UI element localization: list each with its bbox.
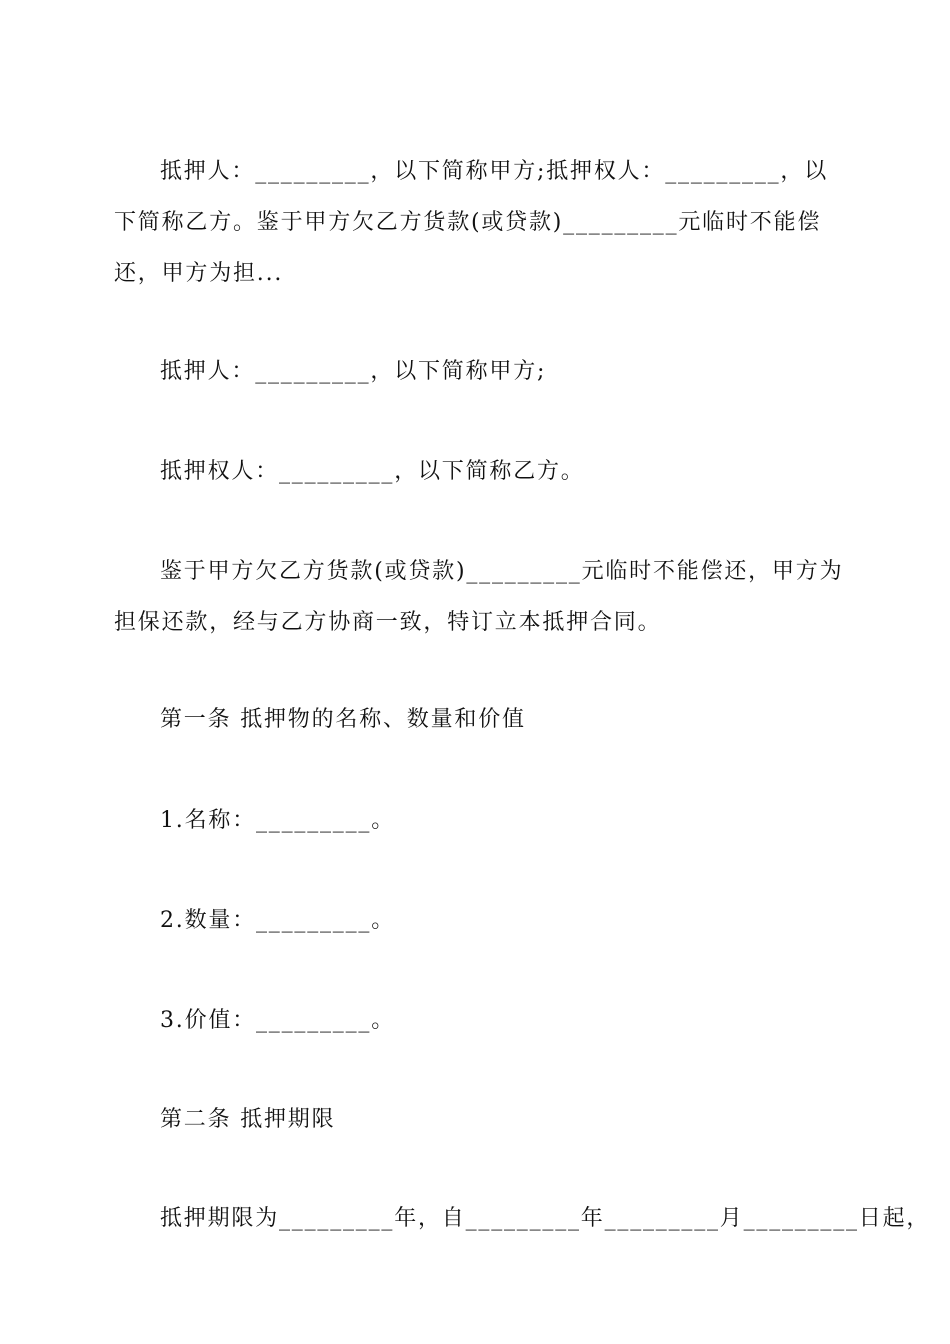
intro-paragraph: 抵押人：_________，以下简称甲方;抵押权人：_________，以下简称乙方。鉴于甲方欠乙方货款(或贷款)_________元临时不能偿还，甲方为担... [114, 159, 829, 286]
item-name: 1.名称：_________。 [160, 808, 395, 833]
article-1-title: 第一条 抵押物的名称、数量和价值 [160, 707, 526, 732]
mortgagor-line: 抵押人：_________，以下简称甲方; [160, 359, 547, 384]
mortgagee-line: 抵押权人：_________，以下简称乙方。 [160, 459, 585, 484]
recital-paragraph: 鉴于甲方欠乙方货款(或贷款)_________元临时不能偿还，甲方为担保还款，经与乙方协商一致，特订立本抵押合同。 [114, 559, 844, 635]
article-2-title: 第二条 抵押期限 [160, 1107, 336, 1132]
item-quantity: 2.数量：_________。 [160, 908, 395, 933]
term-line: 抵押期限为_________年，自_________年_________月_________日起， [160, 1206, 931, 1231]
item-value: 3.价值：_________。 [160, 1008, 395, 1033]
